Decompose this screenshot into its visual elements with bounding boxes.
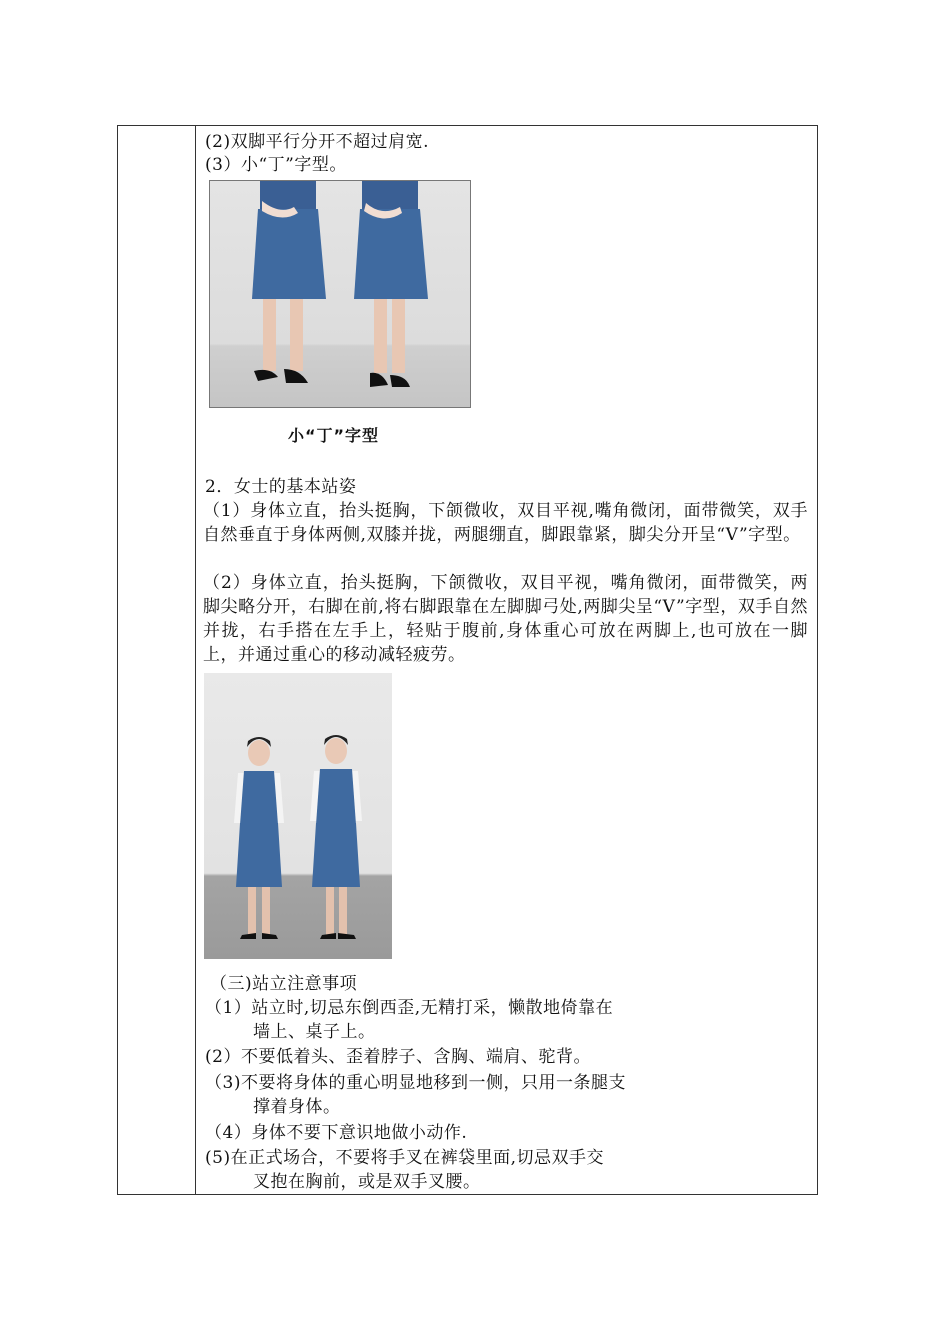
women-standing-illustration <box>204 673 392 959</box>
note-5-line-2: 叉抱在胸前，或是双手叉腰。 <box>253 1172 481 1192</box>
section2-paragraph-2: （2）身体立直，抬头挺胸，下颌微收，双目平视，嘴角微闭，面带微笑，两脚尖略分开，右脚在前,将右脚跟靠在左脚脚弓处,两脚尖呈“V”字型，双手自然并拢，右手搭在左手上，轻贴于腹前,身体重心可放在两脚上,也可放在一脚上，并通过重心的移动减轻疲劳。 <box>203 573 808 665</box>
note-3-line-1: （3)不要将身体的重心明显地移到一侧，只用一条腿支 <box>205 1073 626 1093</box>
note-5-line-1: (5)在正式场合，不要将手叉在裤袋里面,切忌双手交 <box>205 1148 604 1168</box>
column-divider <box>195 125 196 1195</box>
section2-paragraph-1: （1）身体立直，抬头挺胸，下颌微收，双目平视,嘴角微闭，面带微笑，双手自然垂直于身体两侧,双膝并拢，两腿绷直，脚跟靠紧，脚尖分开呈“V”字型。 <box>203 501 808 545</box>
photo-women-standing <box>204 673 392 959</box>
photo-ding-caption: 小“丁”字型 <box>288 426 380 445</box>
text-feet-parallel: (2)双脚平行分开不超过肩宽. <box>205 132 429 152</box>
text-ding-shape: (3）小“丁”字型。 <box>205 155 347 175</box>
section3-title: （三)站立注意事项 <box>210 974 358 994</box>
photo-ding-stance <box>209 180 471 408</box>
note-4: （4）身体不要下意识地做小动作. <box>205 1123 468 1143</box>
ding-stance-illustration <box>210 181 471 408</box>
note-2: (2）不要低着头、歪着脖子、含胸、端肩、驼背。 <box>205 1047 591 1067</box>
note-1-line-1: （1）站立时,切忌东倒西歪,无精打采，懒散地倚靠在 <box>205 998 614 1018</box>
note-1-line-2: 墙上、桌子上。 <box>253 1022 376 1042</box>
note-3-line-2: 撑着身体。 <box>253 1097 341 1117</box>
section2-title: 2．女士的基本站姿 <box>205 477 357 497</box>
